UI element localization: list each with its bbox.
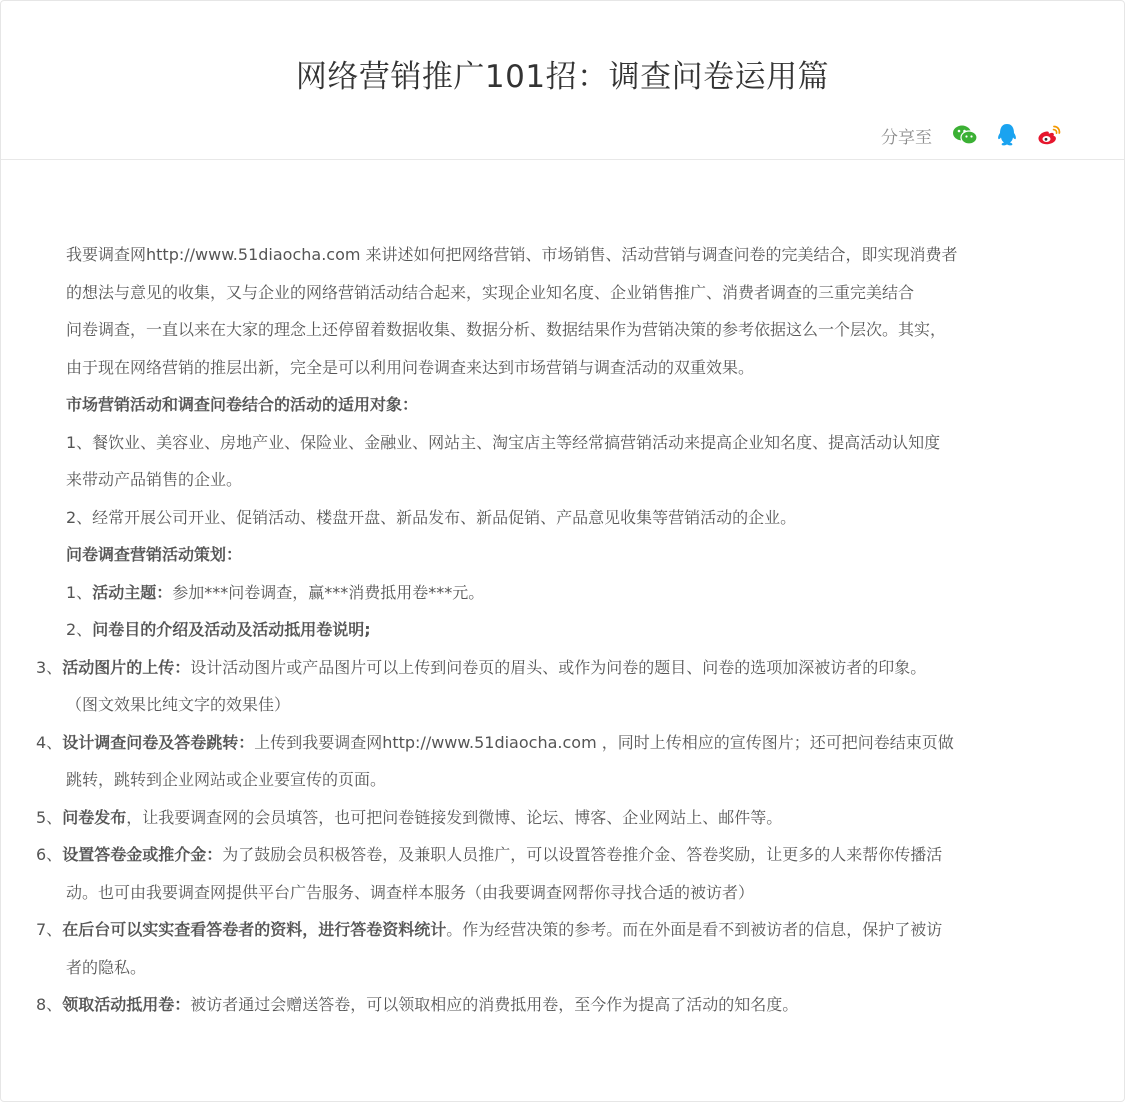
- section-heading: [1, 536, 1125, 574]
- list-item: [1, 724, 1125, 762]
- list-item-title: 领取活动抵用卷：: [62, 995, 191, 1014]
- paragraph-line: 问卷调查，一直以来在大家的理念上还停留着数据收集、数据分析、数据结果作为营销决策的参考依据这么一个层次。其实，: [66, 320, 947, 339]
- list-item-continuation: （图文效果比纯文字的效果佳）: [66, 695, 291, 714]
- list-item-text: 。作为经营决策的参考。而在外面是看不到被访者的信息，保护了被访: [446, 920, 943, 939]
- paragraph-line: 来带动产品销售的企业。: [66, 470, 243, 489]
- list-item: [1, 911, 1125, 949]
- list-item-continuation: 者的隐私。: [66, 957, 147, 977]
- page-title: 网络营销推广101招：调查问卷运用篇: [295, 59, 830, 95]
- list-item: [1, 836, 1125, 874]
- list-item: [1, 611, 1125, 649]
- list-item: [1, 649, 1125, 687]
- share-label: 分享至: [881, 127, 932, 148]
- list-item-number: 6、: [36, 845, 63, 864]
- list-item-number: 3、: [36, 657, 63, 677]
- weibo-icon[interactable]: [1036, 122, 1062, 148]
- section-heading-text: 市场营销活动和调查问卷结合的活动的适用对象：: [66, 395, 419, 414]
- list-item-title: 问卷目的介绍及活动及活动抵用卷说明;: [92, 620, 371, 639]
- list-item-text: 参加***问卷调查，赢***消费抵用卷***元。: [172, 582, 485, 602]
- list-item-text: 被访者通过会赠送答卷，可以领取相应的消费抵用卷，至今作为提高了活动的知名度。: [190, 995, 799, 1014]
- list-item-number: 8、: [36, 995, 63, 1014]
- paragraph-line: 我要调查网http://www.51diaocha.com 来讲述如何把网络营销、市场销售、活动营销与调查问卷的完美结合，即实现消费者: [66, 245, 958, 264]
- list-item-title: 设置答卷金或推介金：: [62, 845, 223, 864]
- paragraph-line: 1、餐饮业、美容业、房地产业、保险业、金融业、网站主、淘宝店主等经常搞营销活动来提高企业知名度、提高活动认知度: [66, 432, 941, 452]
- share-bar: [881, 121, 1062, 149]
- list-item-text: ，让我要调查网的会员填答，也可把问卷链接发到微博、论坛、博客、企业网站上、邮件等。: [126, 807, 783, 827]
- list-item-text: 设计活动图片或产品图片可以上传到问卷页的眉头、或作为问卷的题目、问卷的选项加深被访者的印象。: [190, 657, 927, 677]
- section-heading-text: 问卷调查营销活动策划：: [66, 545, 243, 564]
- wechat-icon[interactable]: [952, 122, 978, 148]
- list-item-text: 为了鼓励会员积极答卷，及兼职人员推广，可以设置答卷推介金、答卷奖励，让更多的人来帮你传播活: [222, 845, 943, 864]
- list-item-number: 4、: [36, 732, 63, 752]
- list-item-title: 活动图片的上传：: [62, 657, 191, 677]
- list-item: [1, 574, 1125, 612]
- list-item-title: 在后台可以实实查看答卷者的资料，进行答卷资料统计: [62, 920, 447, 939]
- paragraph-line: 由于现在网络营销的推层出新，完全是可以利用问卷调查来达到市场营销与调查活动的双重效果。: [66, 357, 755, 377]
- list-item-continuation: 动。也可由我要调查网提供平台广告服务、调查样本服务（由我要调查网帮你寻找合适的被访者）: [66, 882, 755, 902]
- list-item-number: 1、: [66, 582, 93, 602]
- list-item-number: 2、: [66, 620, 93, 639]
- qq-icon[interactable]: [994, 122, 1020, 148]
- list-item-title: 问卷发布: [62, 807, 127, 827]
- list-item: [1, 799, 1125, 837]
- list-item-title: 设计调查问卷及答卷跳转：: [62, 732, 255, 752]
- list-item-number: 7、: [36, 920, 63, 939]
- paragraph-line: 2、经常开展公司开业、促销活动、楼盘开盘、新品发布、新品促销、产品意见收集等营销活动的企业。: [66, 507, 797, 527]
- list-item-text: 上传到我要调查网http://www.51diaocha.com ，同时上传相应的宣传图片；还可把问卷结束页做: [254, 732, 954, 752]
- article-body: [1, 236, 1125, 1024]
- list-item-title: 活动主题：: [92, 582, 173, 602]
- section-heading: [1, 386, 1125, 424]
- paragraph-line: 的想法与意见的收集，又与企业的网络营销活动结合起来，实现企业知名度、企业销售推广、消费者调查的三重完美结合: [66, 282, 915, 302]
- list-item-continuation: 跳转，跳转到企业网站或企业要宣传的页面。: [66, 770, 387, 789]
- header-divider: [1, 159, 1124, 160]
- list-item-number: 5、: [36, 807, 63, 827]
- list-item: [1, 986, 1125, 1024]
